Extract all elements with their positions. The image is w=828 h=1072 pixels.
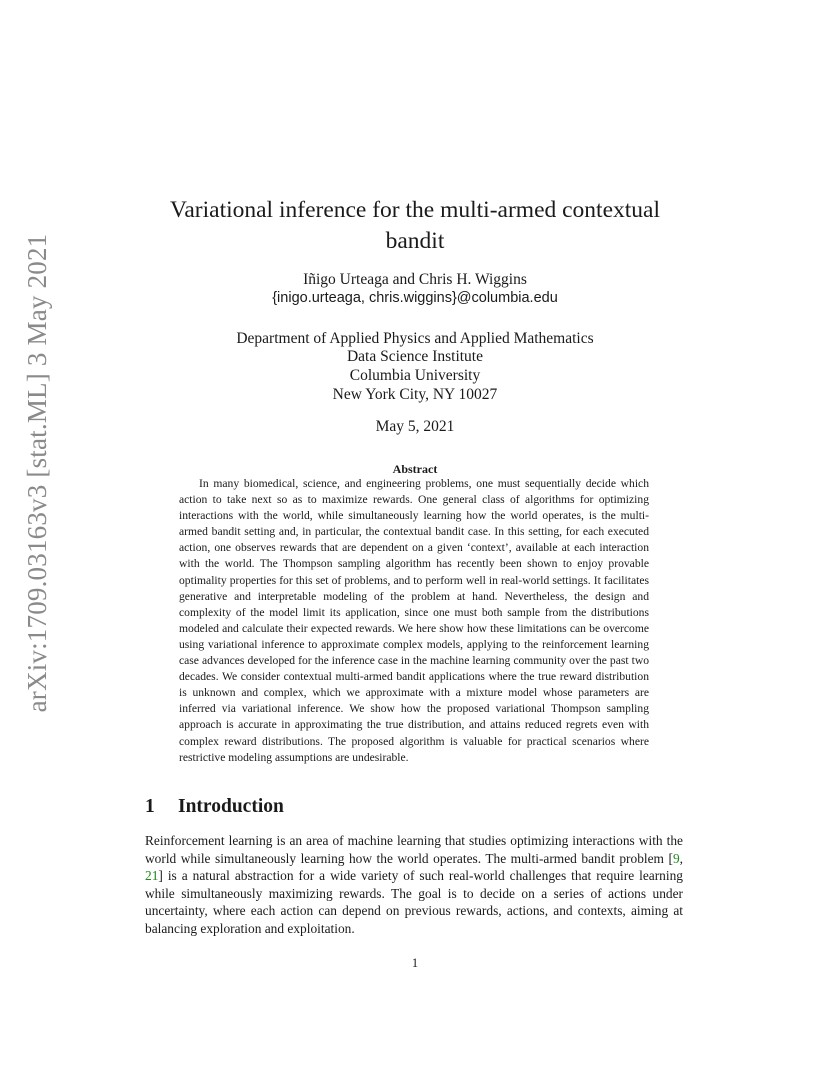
affiliation-university: Columbia University (349, 367, 481, 384)
citation-link-21[interactable]: 21 (145, 868, 159, 883)
section-number: 1 (145, 796, 155, 817)
citation-separator: , (679, 850, 683, 866)
affiliation-address: New York City, NY 10027 (332, 386, 498, 403)
abstract-text: In many biomedical, science, and engineering problems, one must sequentially decide which action to take next so as to maximize rewards. One general class of algorithms for optimizing interactions with the world, while simultaneously learning how the world operates, is the multi-armed bandit setting and, in particular, the contextual bandit case. In this setting, for each executed action, one observes rewards that are dependent on a given ‘context’, available at each interaction with the world. The Thompson sampling algorithm has recently been shown to enjoy provable optimality properties for this set of problems, and to perform well in real-world settings. It facilitates generative and interpretable modeling of the problem at hand. Nevertheless, the design and complexity of the model limit its application, since one must both sample from the distributions modeled and calculate their expected rewards. We here show how these limitations can be overcome using variational inference to approximate complex models, applying to the reinforcement learning case advances developed for the inference case in the machine learning community over the past two decades. We consider contextual multi-armed bandit applications where the true reward distribution is unknown and complex, which we approximate with a mixture model whose parameters are inferred via variational inference. We show how the proposed variational Thompson sampling approach is accurate in approximating the true distribution, and attains reduced regrets even with complex reward distributions. The proposed algorithm is valuable for practical scenarios where restrictive modeling assumptions are undesirable. (179, 477, 649, 764)
section-heading (145, 796, 284, 818)
author-emails: {inigo.urteaga, chris.wiggins}@columbia.edu (272, 290, 558, 306)
section-title: Introduction (178, 796, 284, 817)
paper-date: May 5, 2021 (375, 418, 455, 435)
affiliation-institute: Data Science Institute (346, 348, 483, 365)
abstract-heading: Abstract (392, 462, 438, 476)
authors: Iñigo Urteaga and Chris H. Wiggins (303, 271, 527, 288)
title-line-1: Variational inference for the multi-armed contextual (169, 197, 661, 223)
affiliation-department: Department of Applied Physics and Applied Mathematics (236, 330, 594, 347)
intro-text-part-1: Reinforcement learning is an area of machine learning that studies optimizing interactions with the world while simultaneously learning how the world operates. The multi-armed bandit problem [ (145, 833, 683, 866)
paper-title (150, 195, 680, 257)
introduction-paragraph (145, 832, 683, 937)
page-number: 1 (411, 956, 419, 970)
intro-text-part-2: ] is a natural abstraction for a wide variety of such real-world challenges that require learning while simultaneously maximizing rewards. The goal is to decide on a series of actions under uncertainty, where each action can depend on previous rewards, actions, and contexts, aiming at balancing exploration and exploitation. (145, 868, 683, 936)
citation-link-9[interactable]: 9 (672, 850, 680, 866)
title-line-2: bandit (385, 228, 445, 254)
arxiv-identifier: arXiv:1709.03163v3 [stat.ML] 3 May 2021 (22, 233, 52, 713)
